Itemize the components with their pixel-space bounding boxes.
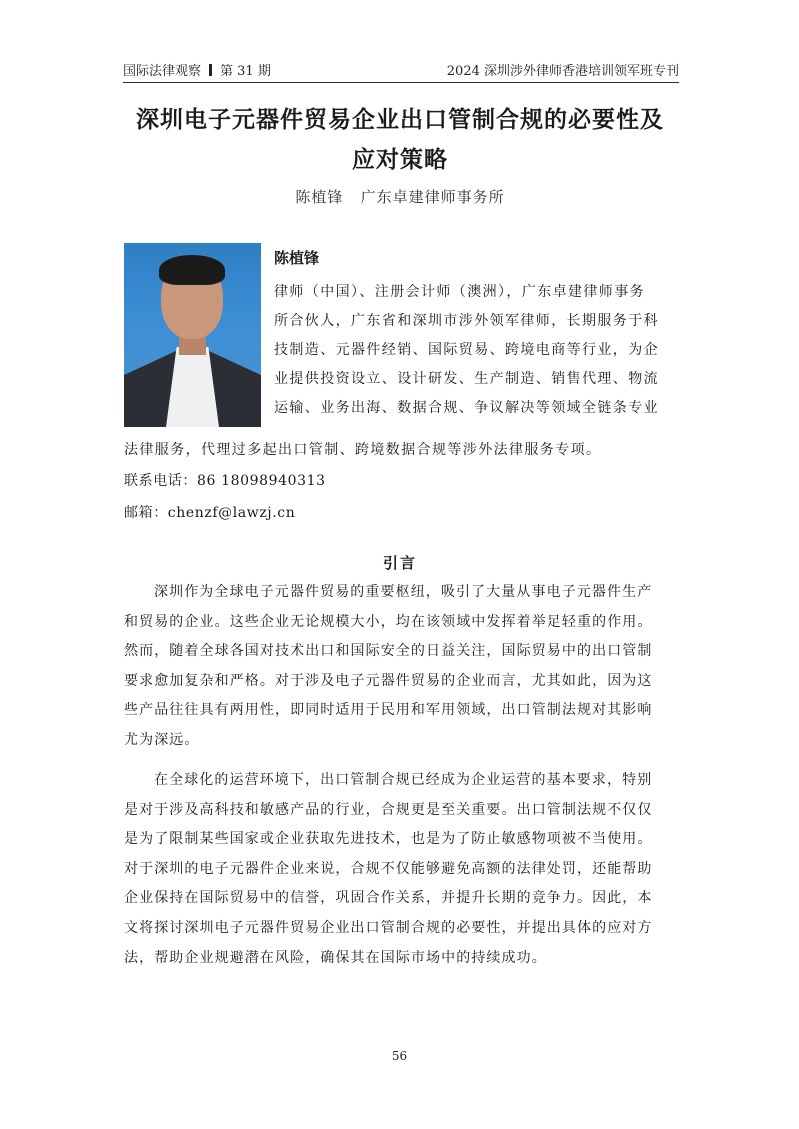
paragraph-line: 法，帮助企业规避潜在风险，确保其在国际市场中的持续成功。 xyxy=(124,949,547,966)
title-line: 应对策略 xyxy=(352,147,448,173)
paragraph-line: 是为了限制某些国家或企业获取先进技术，也是为了防止敏感物项被不当使用。 xyxy=(124,831,653,848)
contact-phone: 联系电话：86 18098940313 xyxy=(124,473,326,489)
bio-line: 法律服务，代理过多起出口管制、跨境数据合规等涉外法律服务专项。 xyxy=(124,442,602,458)
bio-line: 技制造、元器件经销、国际贸易、跨境电商等行业，为企 xyxy=(274,342,659,358)
paragraph xyxy=(124,578,680,756)
article-title xyxy=(100,100,700,180)
paragraph-line: 在全球化的运营环境下，出口管制合规已经成为企业运营的基本要求，特别 xyxy=(154,772,653,788)
journal-name: 国际法律观察 xyxy=(123,64,202,79)
author-name: 陈植锋 xyxy=(274,249,320,267)
contact-email[interactable]: 邮箱：chenzf@lawzj.cn xyxy=(124,505,296,521)
paragraph-line: 和贸易的企业。这些企业无论规模大小，均在该领域中发挥着举足轻重的作用。 xyxy=(124,613,653,630)
bio-line: 律师（中国）、注册会计师（澳洲），广东卓建律师事务 xyxy=(274,284,645,300)
byline: 陈植锋 广东卓建律师事务所 xyxy=(295,188,505,206)
paragraph-line: 文将探讨深圳电子元器件贸易企业出口管制合规的必要性，并提出具体的应对方 xyxy=(124,919,653,936)
bio-line: 所合伙人，广东省和深圳市涉外领军律师，长期服务于科 xyxy=(274,313,659,329)
paragraph-line: 然而，随着全球各国对技术出口和国际安全的日益关注，国际贸易中的出口管制 xyxy=(124,643,653,660)
paragraph-line: 对于深圳的电子元器件企业来说，合规不仅能够避免高额的法律处罚，还能帮助 xyxy=(124,860,653,877)
author-photo xyxy=(124,243,261,427)
running-header xyxy=(123,58,679,83)
title-line: 深圳电子元器件贸易企业出口管制合规的必要性及 xyxy=(136,107,664,133)
paragraph-line: 是对于涉及高科技和敏感产品的行业，合规更是至关重要。出口管制法规不仅仅 xyxy=(124,801,653,818)
header-left xyxy=(123,60,271,79)
section-heading: 引言 xyxy=(382,554,417,572)
author-bio xyxy=(274,278,680,423)
issue-number: 第 31 期 xyxy=(220,64,271,79)
paragraph xyxy=(124,766,680,973)
paragraph-line: 尤为深远。 xyxy=(124,731,200,748)
paragraph-line: 企业保持在国际贸易中的信誉，巩固合作关系，并提升长期的竞争力。因此，本 xyxy=(124,890,653,907)
header-divider-bar xyxy=(209,64,212,76)
page-number: 56 xyxy=(391,1049,408,1063)
bio-line: 运输、业务出海、数据合规、争议解决等领域全链条专业 xyxy=(274,400,659,416)
bio-line: 业提供投资设立、设计研发、生产制造、销售代理、物流 xyxy=(274,371,659,387)
paragraph-line: 些产品往往具有两用性，即同时适用于民用和军用领域，出口管制法规对其影响 xyxy=(124,702,653,719)
paragraph-line: 深圳作为全球电子元器件贸易的重要枢纽，吸引了大量从事电子元器件生产 xyxy=(154,584,653,600)
header-right-title: 2024 深圳涉外律师香港培训领军班专刊 xyxy=(446,64,679,79)
paragraph-line: 要求愈加复杂和严格。对于涉及电子元器件贸易的企业而言，尤其如此，因为这 xyxy=(124,672,653,689)
